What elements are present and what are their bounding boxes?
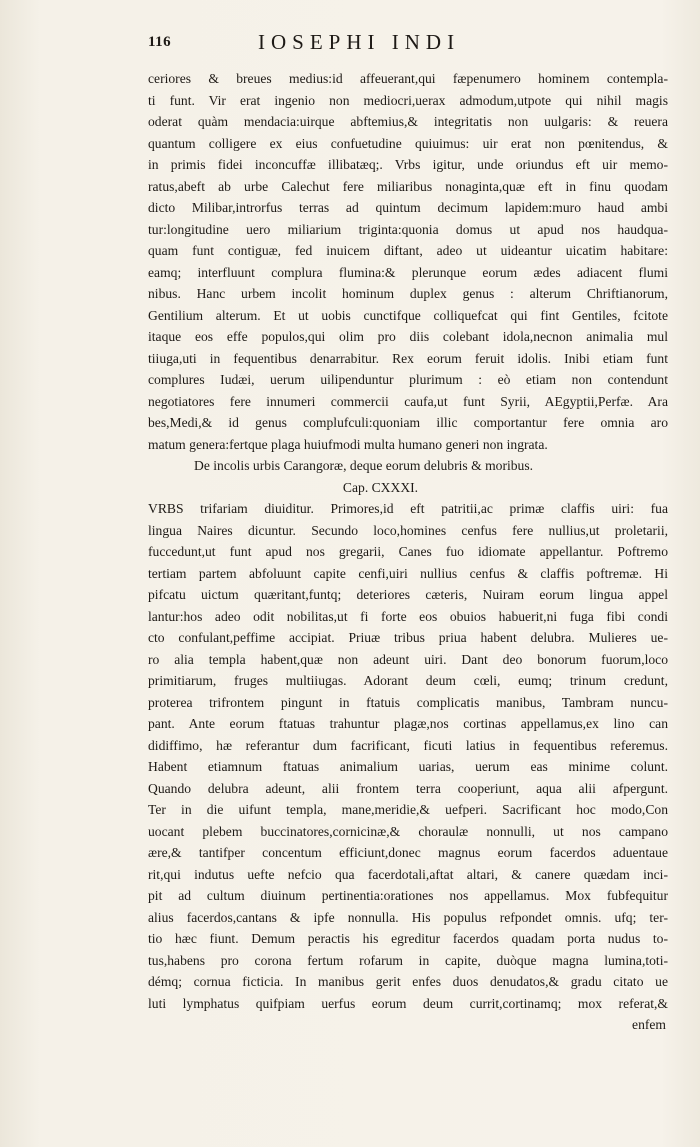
text-line: fuccedunt,ut funt apud nos gregarii, Canes fuo idiomate appellantur. Poftremo xyxy=(148,544,668,559)
text-line: pant. Ante eorum ftatuas trahuntur plagæ,nos cortinas appellamus,ex lino can xyxy=(148,716,668,731)
text-line: pit ad cultum diuinum pertinentia:orationes nos appellamus. Mox fubfequitur xyxy=(148,888,668,903)
text-line: alius facerdos,cantans & ipfe nonnulla. His populus refpondet omnis. ufq; ter- xyxy=(148,909,668,925)
text-line: proterea trifrontem pingunt in ftatuis complicatis manibus, Tambram nuncu- xyxy=(148,694,668,710)
text-line: luti lymphatus quifpiam uerfus eorum deum currit,cortinamq; mox referat,& xyxy=(148,995,668,1011)
text-line: Quando delubra adeunt, alii frontem terra cooperiunt, aqua alii afpergunt. xyxy=(148,780,668,796)
text-line: didiffimo, hæ referantur dum facrificant, ficuti latius in fequentibus referemus. xyxy=(148,737,668,753)
text-line: itaque eos effe populos,qui olim pro diis colebant idola,necnon animalia mul xyxy=(148,329,668,344)
text-line: bes,Medi,& id genus complufculi:quoniam illic comportantur fere omnia aro xyxy=(148,415,668,430)
text-line: ære,& tantifper concentum efficiunt,donec magnus eorum facerdos aduentaue xyxy=(148,845,668,860)
text-line: Habent etiamnum ftatuas animalium uarias, uerum eas minime colunt. xyxy=(148,759,668,774)
text-line: complures Iudæi, uerum uilipenduntur plurimum : eò etiam non contendunt xyxy=(148,372,668,387)
text-line: quam funt contiguæ, fed inuicem diftant, adeo ut uideantur uicatim habitare: xyxy=(148,243,668,258)
text-line: oderat quàm mendacia:uirque abftemius,& integritatis non uulgaris: & reuera xyxy=(148,114,668,129)
chapter-heading: De incolis urbis Carangoræ, deque eorum delubris & moribus. xyxy=(194,458,534,473)
text-line: in primis fidei inconcuffæ illibatæq;. Vrbs igitur, unde oriundus eft uir memo- xyxy=(148,157,668,172)
chapter-number: Cap. CXXXI. xyxy=(342,479,419,495)
text-line: tur:longitudine uero miliarium triginta:quonia domus ut apud nos haudqua- xyxy=(148,221,668,237)
paragraph-intro xyxy=(148,68,668,455)
text-line: ratus,abeft ab urbe Calechut fere miliaribus nonaginta,quæ eft in finu quodam xyxy=(148,178,668,194)
running-head: IOSEPHI INDI xyxy=(258,30,461,54)
text-line: eamq; interfluunt complura flumina:& plerunque eorum ædes adiacent flumi xyxy=(148,264,668,280)
text-line: pifcatu uictum quæritant,funtq; deteriores cæteris, Nuiram eorum lingua appel xyxy=(148,587,668,602)
folio-number: 116 xyxy=(148,34,172,50)
text-line: Gentilium alterum. Et ut uobis cunctifque colliquefcat qui fint Gentiles, fcitote xyxy=(148,307,668,323)
text-line: tio hæc fiunt. Demum peractis his egreditur facerdos quadam porta nudus to- xyxy=(148,931,668,946)
text-line: tus,habens pro corona fertum rofarum in capite, duòque magna lumina,toti- xyxy=(148,952,668,968)
text-line: negotiatores fere innumeri commercii caufa,ut funt Syrii, AEgyptii,Perfæ. Ara xyxy=(148,393,668,409)
text-line: lantur:hos adeo odit nobilitas,ut fi forte eos obuios habuerit,ni fuga fibi condi xyxy=(148,608,668,624)
text-line: rit,qui indutus uefte nefcio qua facerdotali,aftat altari, & canere quædam inci- xyxy=(148,866,668,882)
main-text xyxy=(148,68,668,1036)
text-line: nibus. Hanc urbem incolit hominum duplex genus : alterum Chriftianorum, xyxy=(148,286,668,301)
text-line: lingua Naires dicuntur. Secundo loco,homines cenfus fere nullius,ut proletarii, xyxy=(148,522,668,538)
text-line: démq; cornua ficticia. In manibus gerit enfes duos denudatos,& gradu citato ue xyxy=(148,974,668,989)
text-line: primitiarum, fruges multiiugas. Adorant deum cœli, eumq; trinum credunt, xyxy=(148,673,668,688)
text-line: ro alia templa habent,quæ non adeunt uiri. Dant deo bonorum fuorum,loco xyxy=(148,651,668,667)
catchword: enfem xyxy=(632,1017,666,1032)
text-line: dicto Milibar,introrfus terras ad quintum decimum lapidem:muro haud ambi xyxy=(148,200,668,215)
text-line: cto confulant,peffime accipiat. Priuæ tribus priua habent delubra. Mulieres ue- xyxy=(148,630,668,645)
text-line: matum genera:fertque plaga huiufmodi multa humano generi non ingrata. xyxy=(148,436,548,452)
text-line: uocant plebem buccinatores,cornicinæ,& choraulæ nonnulli, ut nos campano xyxy=(148,823,668,839)
text-line: tiiuga,uti in fequentibus denarrabitur. Rex eorum feruit idolis. Inibi etiam funt xyxy=(148,350,668,366)
text-line: quantum colligere ex eius confuetudine quiuimus: uir erat non pœnitendus, & xyxy=(148,135,668,151)
page-header xyxy=(148,30,688,58)
paragraph-chapter-body xyxy=(148,498,668,1014)
text-line: tertiam partem abfoluunt capite cenfi,uiri nullius cenfus & claffis poftremæ. Hi xyxy=(148,565,668,581)
text-line: VRBS trifariam diuiditur. Primores,id eft patritii,ac primæ claffis uiri: fua xyxy=(148,501,668,516)
text-line: ti funt. Vir erat ingenio non mediocri,uerax admodum,utpote qui nihil magis xyxy=(148,92,668,108)
text-line: ceriores & breues medius:id affeuerant,qui fæpenumero hominem contempla- xyxy=(148,71,668,86)
text-line: Ter in die uifunt templa, mane,meridie,& uefperi. Sacrificant hoc modo,Con xyxy=(148,802,668,817)
